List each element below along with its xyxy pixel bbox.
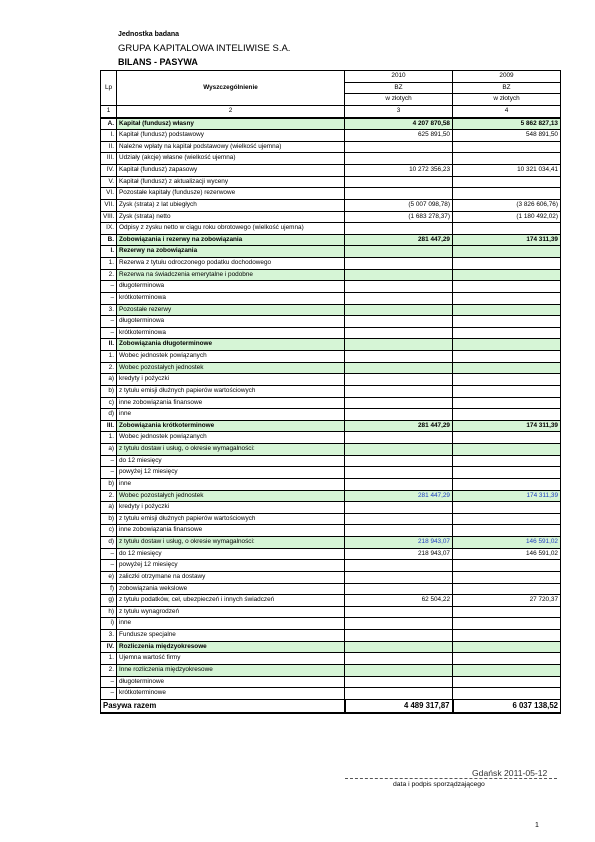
row-value-2009 — [453, 327, 561, 339]
row-value-2009 — [453, 397, 561, 409]
row-value-2010 — [345, 153, 453, 165]
table-row — [101, 583, 561, 595]
row-value-2010 — [345, 188, 453, 200]
total-value-2010: 4 489 317,87 — [345, 699, 453, 713]
row-description: krótkoterminowa — [117, 292, 345, 304]
row-lp: II. — [101, 141, 117, 153]
row-value-2010 — [345, 223, 453, 235]
row-value-2010 — [345, 525, 453, 537]
index-cell: 1 — [101, 105, 117, 117]
row-value-2010: 218 943,07 — [345, 548, 453, 560]
row-description: Rezerwy na zobowiązania — [117, 246, 345, 258]
row-value-2009 — [453, 339, 561, 351]
row-value-2010 — [345, 246, 453, 258]
row-description: Wobec pozostałych jednostek — [117, 490, 345, 502]
signature-line — [345, 778, 557, 779]
row-description: kredyty i pożyczki — [117, 502, 345, 514]
table-row — [101, 211, 561, 223]
table-row — [101, 490, 561, 502]
table-row — [101, 478, 561, 490]
row-value-2010 — [345, 478, 453, 490]
row-description: długoterminowa — [117, 281, 345, 293]
table-row — [101, 176, 561, 188]
row-value-2010 — [345, 432, 453, 444]
row-value-2009 — [453, 630, 561, 642]
row-value-2010 — [345, 304, 453, 316]
row-value-2009 — [453, 513, 561, 525]
row-value-2010 — [345, 397, 453, 409]
row-value-2010: 625 891,50 — [345, 130, 453, 142]
table-row — [101, 246, 561, 258]
row-description: krótkoterminowa — [117, 327, 345, 339]
row-value-2010: 62 504,22 — [345, 595, 453, 607]
row-value-2009 — [453, 141, 561, 153]
row-description: inne — [117, 478, 345, 490]
total-label: Pasywa razem — [101, 699, 345, 713]
entity-label: Jednostka badana — [118, 31, 180, 38]
row-value-2009 — [453, 432, 561, 444]
row-lp: d) — [101, 537, 117, 549]
row-description: inne zobowiązania finansowe — [117, 397, 345, 409]
row-lp: 2. — [101, 664, 117, 676]
row-value-2009 — [453, 583, 561, 595]
table-row — [101, 374, 561, 386]
row-value-2009 — [453, 351, 561, 363]
row-value-2010 — [345, 502, 453, 514]
table-row — [101, 641, 561, 653]
header-type-2: BZ — [453, 82, 561, 94]
table-row — [101, 153, 561, 165]
row-value-2010 — [345, 513, 453, 525]
row-lp: – — [101, 281, 117, 293]
row-value-2009 — [453, 571, 561, 583]
header-unit-1: w złotych — [345, 94, 453, 106]
row-value-2009 — [453, 316, 561, 328]
row-value-2010 — [345, 292, 453, 304]
row-lp: IX. — [101, 223, 117, 235]
table-row — [101, 292, 561, 304]
row-value-2010 — [345, 339, 453, 351]
row-description: Ujemna wartość firmy — [117, 653, 345, 665]
table-row — [101, 304, 561, 316]
row-value-2009 — [453, 409, 561, 421]
row-lp: 2. — [101, 362, 117, 374]
table-row — [101, 432, 561, 444]
table-row — [101, 118, 561, 130]
row-lp: VII. — [101, 199, 117, 211]
row-value-2010 — [345, 653, 453, 665]
row-value-2010 — [345, 618, 453, 630]
table-row — [101, 571, 561, 583]
table-row — [101, 653, 561, 665]
row-value-2010: (5 007 098,78) — [345, 199, 453, 211]
row-value-2010 — [345, 571, 453, 583]
row-lp: – — [101, 560, 117, 572]
signature-label: data i podpis sporządzającego — [393, 781, 485, 788]
row-value-2009 — [453, 223, 561, 235]
row-value-2009 — [453, 478, 561, 490]
row-value-2010 — [345, 269, 453, 281]
row-description: zobowiązania wekslowe — [117, 583, 345, 595]
row-value-2010 — [345, 258, 453, 270]
row-value-2009 — [453, 385, 561, 397]
row-lp: 2. — [101, 490, 117, 502]
row-value-2010: 281 447,29 — [345, 234, 453, 246]
table-row — [101, 606, 561, 618]
row-lp: – — [101, 676, 117, 688]
row-value-2010: (1 683 278,37) — [345, 211, 453, 223]
row-value-2010 — [345, 176, 453, 188]
row-description: krótkoterminowe — [117, 688, 345, 700]
row-lp: – — [101, 327, 117, 339]
table-row — [101, 595, 561, 607]
row-value-2009: 146 591,02 — [453, 537, 561, 549]
row-lp: I. — [101, 130, 117, 142]
row-description: do 12 miesięcy — [117, 455, 345, 467]
row-description: powyżej 12 miesięcy — [117, 467, 345, 479]
row-lp: III. — [101, 420, 117, 432]
row-value-2009 — [453, 653, 561, 665]
row-description: z tytułu wynagrodzeń — [117, 606, 345, 618]
row-description: Wobec jednostek powiązanych — [117, 432, 345, 444]
row-description: Zobowiązania krótkoterminowe — [117, 420, 345, 432]
table-row — [101, 444, 561, 456]
row-value-2010 — [345, 374, 453, 386]
table-row — [101, 351, 561, 363]
row-value-2010 — [345, 641, 453, 653]
row-description: z tytułu podatków, ceł, ubezpieczeń i innych świadczeń — [117, 595, 345, 607]
table-row — [101, 513, 561, 525]
row-value-2009 — [453, 618, 561, 630]
row-lp: A. — [101, 118, 117, 130]
row-lp: 1. — [101, 653, 117, 665]
header-type-1: BZ — [345, 82, 453, 94]
table-row — [101, 420, 561, 432]
row-description: Zysk (strata) netto — [117, 211, 345, 223]
row-value-2010 — [345, 409, 453, 421]
row-value-2009 — [453, 281, 561, 293]
row-value-2009 — [453, 188, 561, 200]
table-row — [101, 664, 561, 676]
table-row — [101, 223, 561, 235]
row-value-2010 — [345, 688, 453, 700]
row-description: Wobec jednostek powiązanych — [117, 351, 345, 363]
table-row — [101, 339, 561, 351]
row-description: długoterminowe — [117, 676, 345, 688]
row-lp: 2. — [101, 269, 117, 281]
row-value-2010 — [345, 664, 453, 676]
table-row — [101, 269, 561, 281]
row-description: Wobec pozostałych jednostek — [117, 362, 345, 374]
row-description: Rezerwa z tytułu odroczonego podatku dochodowego — [117, 258, 345, 270]
row-description: Rezerwa na świadczenia emerytalne i podobne — [117, 269, 345, 281]
row-value-2010 — [345, 676, 453, 688]
row-lp: III. — [101, 153, 117, 165]
row-value-2009 — [453, 641, 561, 653]
row-lp: 3. — [101, 304, 117, 316]
row-description: z tytułu emisji dłużnych papierów wartościowych — [117, 385, 345, 397]
row-value-2009 — [453, 467, 561, 479]
row-lp: B. — [101, 234, 117, 246]
row-value-2010 — [345, 455, 453, 467]
row-lp: 1. — [101, 432, 117, 444]
row-description: Kapitał (fundusz) zapasowy — [117, 165, 345, 177]
table-row — [101, 327, 561, 339]
row-value-2009 — [453, 304, 561, 316]
row-value-2009 — [453, 258, 561, 270]
row-lp: – — [101, 292, 117, 304]
row-lp: a) — [101, 374, 117, 386]
total-value-2009: 6 037 138,52 — [453, 699, 561, 713]
table-row — [101, 258, 561, 270]
header-year-2009: 2009 — [453, 71, 561, 83]
row-value-2010 — [345, 630, 453, 642]
row-description: Inne rozliczenia międzyokresowe — [117, 664, 345, 676]
row-description: Fundusze specjalne — [117, 630, 345, 642]
row-lp: 1. — [101, 258, 117, 270]
row-value-2009 — [453, 560, 561, 572]
row-value-2009: 548 891,50 — [453, 130, 561, 142]
row-value-2009 — [453, 688, 561, 700]
row-value-2009 — [453, 502, 561, 514]
row-value-2010 — [345, 141, 453, 153]
row-lp: 1. — [101, 351, 117, 363]
row-value-2010 — [345, 560, 453, 572]
row-value-2010 — [345, 385, 453, 397]
table-row — [101, 130, 561, 142]
row-lp: b) — [101, 385, 117, 397]
row-value-2009 — [453, 444, 561, 456]
row-value-2009: 174 311,39 — [453, 490, 561, 502]
header-description: Wyszczególnienie — [117, 71, 345, 106]
row-description: Kapitał (fundusz) własny — [117, 118, 345, 130]
row-lp: I. — [101, 246, 117, 258]
table-row — [101, 618, 561, 630]
row-lp: – — [101, 316, 117, 328]
row-lp: II. — [101, 339, 117, 351]
row-value-2010: 281 447,29 — [345, 490, 453, 502]
row-description: Zobowiązania i rezerwy na zobowiązania — [117, 234, 345, 246]
table-row — [101, 397, 561, 409]
table-row — [101, 316, 561, 328]
row-lp: IV. — [101, 165, 117, 177]
row-description: Odpisy z zysku netto w ciągu roku obrotowego (wielkość ujemna) — [117, 223, 345, 235]
table-row — [101, 409, 561, 421]
row-description: inne — [117, 409, 345, 421]
row-description: Pozostałe kapitały (fundusze) rezerwowe — [117, 188, 345, 200]
table-row — [101, 362, 561, 374]
row-value-2010 — [345, 351, 453, 363]
row-lp: f) — [101, 583, 117, 595]
table-row — [101, 502, 561, 514]
row-value-2009: 174 311,39 — [453, 420, 561, 432]
row-description: Udziały (akcje) własne (wielkość ujemna) — [117, 153, 345, 165]
row-value-2010 — [345, 316, 453, 328]
row-description: Pozostałe rezerwy — [117, 304, 345, 316]
table-row — [101, 467, 561, 479]
row-description: z tytułu dostaw i usług, o okresie wymagalności: — [117, 537, 345, 549]
row-value-2010 — [345, 327, 453, 339]
row-value-2009: (1 180 492,02) — [453, 211, 561, 223]
row-lp: – — [101, 455, 117, 467]
row-description: Rozliczenia międzyokresowe — [117, 641, 345, 653]
row-description: z tytułu emisji dłużnych papierów wartościowych — [117, 513, 345, 525]
table-row — [101, 455, 561, 467]
row-description: Należne wpłaty na kapitał podstawowy (wielkość ujemna) — [117, 141, 345, 153]
table-row — [101, 281, 561, 293]
row-lp: c) — [101, 397, 117, 409]
row-lp: – — [101, 548, 117, 560]
document-title: BILANS - PASYWA — [118, 57, 198, 67]
row-description: inne — [117, 618, 345, 630]
index-cell: 2 — [117, 105, 345, 117]
row-lp: a) — [101, 502, 117, 514]
company-name: GRUPA KAPITALOWA INTELIWISE S.A. — [118, 43, 291, 54]
row-description: do 12 miesięcy — [117, 548, 345, 560]
row-description: Kapitał (fundusz) z aktualizacji wyceny — [117, 176, 345, 188]
row-value-2009 — [453, 246, 561, 258]
row-value-2009: 5 862 827,13 — [453, 118, 561, 130]
row-value-2010 — [345, 281, 453, 293]
row-value-2009: 146 591,02 — [453, 548, 561, 560]
row-lp: a) — [101, 444, 117, 456]
table-row — [101, 188, 561, 200]
row-lp: g) — [101, 595, 117, 607]
row-value-2009 — [453, 176, 561, 188]
table-row — [101, 141, 561, 153]
row-value-2010: 10 272 356,23 — [345, 165, 453, 177]
row-lp: e) — [101, 571, 117, 583]
row-value-2010 — [345, 362, 453, 374]
table-row — [101, 630, 561, 642]
table-row — [101, 165, 561, 177]
row-description: kredyty i pożyczki — [117, 374, 345, 386]
row-value-2009: 10 321 034,41 — [453, 165, 561, 177]
table-row — [101, 385, 561, 397]
row-value-2009 — [453, 374, 561, 386]
row-description: powyżej 12 miesięcy — [117, 560, 345, 572]
table-row — [101, 688, 561, 700]
table-row — [101, 199, 561, 211]
header-year-2010: 2010 — [345, 71, 453, 83]
row-value-2010 — [345, 583, 453, 595]
row-description: zaliczki otrzymane na dostawy — [117, 571, 345, 583]
row-value-2009 — [453, 676, 561, 688]
row-lp: i) — [101, 618, 117, 630]
row-value-2009: (3 826 606,76) — [453, 199, 561, 211]
row-lp: VI. — [101, 188, 117, 200]
row-lp: VIII. — [101, 211, 117, 223]
header-lp: Lp — [101, 71, 117, 106]
row-value-2009: 27 720,37 — [453, 595, 561, 607]
row-value-2010: 4 207 870,58 — [345, 118, 453, 130]
row-value-2009 — [453, 525, 561, 537]
row-lp: – — [101, 688, 117, 700]
row-lp: h) — [101, 606, 117, 618]
table-row — [101, 525, 561, 537]
row-lp: b) — [101, 513, 117, 525]
index-cell: 3 — [345, 105, 453, 117]
row-value-2009 — [453, 362, 561, 374]
balance-sheet-table — [100, 70, 561, 714]
row-value-2009 — [453, 153, 561, 165]
total-row — [101, 699, 561, 713]
row-lp: c) — [101, 525, 117, 537]
table-row — [101, 234, 561, 246]
table-row — [101, 548, 561, 560]
row-description: Zobowiązania długoterminowe — [117, 339, 345, 351]
row-value-2009 — [453, 292, 561, 304]
table-row — [101, 537, 561, 549]
row-value-2010 — [345, 444, 453, 456]
row-value-2010: 218 943,07 — [345, 537, 453, 549]
row-description: Kapitał (fundusz) podstawowy — [117, 130, 345, 142]
row-value-2010 — [345, 606, 453, 618]
row-lp: b) — [101, 478, 117, 490]
row-value-2010: 281 447,29 — [345, 420, 453, 432]
row-lp: V. — [101, 176, 117, 188]
row-value-2010 — [345, 467, 453, 479]
row-description: z tytułu dostaw i usług, o okresie wymagalności: — [117, 444, 345, 456]
row-lp: IV. — [101, 641, 117, 653]
row-value-2009 — [453, 455, 561, 467]
row-lp: – — [101, 467, 117, 479]
row-value-2009 — [453, 269, 561, 281]
row-value-2009: 174 311,39 — [453, 234, 561, 246]
table-row — [101, 676, 561, 688]
row-description: długoterminowa — [117, 316, 345, 328]
page-number: 1 — [535, 822, 539, 829]
row-description: inne zobowiązania finansowe — [117, 525, 345, 537]
row-value-2009 — [453, 606, 561, 618]
row-value-2009 — [453, 664, 561, 676]
header-unit-2: w złotych — [453, 94, 561, 106]
row-lp: d) — [101, 409, 117, 421]
index-cell: 4 — [453, 105, 561, 117]
table-row — [101, 560, 561, 572]
row-lp: 3. — [101, 630, 117, 642]
place-date: Gdańsk 2011-05-12 — [472, 768, 548, 778]
row-description: Zysk (strata) z lat ubiegłych — [117, 199, 345, 211]
